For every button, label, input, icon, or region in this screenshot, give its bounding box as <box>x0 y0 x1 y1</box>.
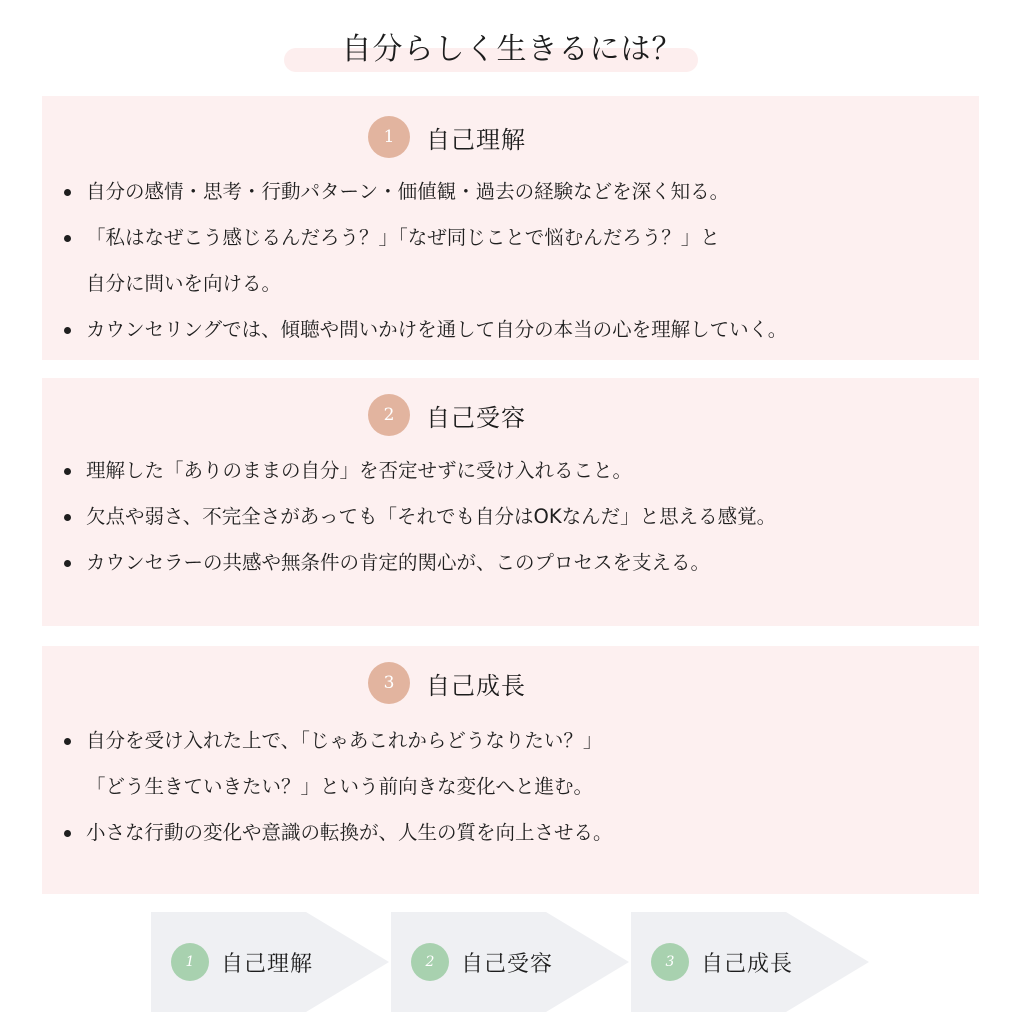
section-number-badge: 1 <box>368 116 410 158</box>
section-number-badge: 3 <box>368 662 410 704</box>
flow-step-arrow <box>631 912 871 1012</box>
flow-step-number: 1 <box>171 943 209 981</box>
section-header <box>42 662 979 704</box>
section-header <box>42 116 979 158</box>
section-heading: 自己受容 <box>426 404 526 432</box>
flow-step-label: 自己成長 <box>701 952 794 977</box>
list-item-text: 「私はなぜこう感じるんだろう？」「なぜ同じことで悩むんだろう？」と <box>86 226 720 249</box>
flow-step-number: 2 <box>411 943 449 981</box>
list-item-text: 欠点や弱さ、不完全さがあっても「それでも自分はOKなんだ」と思える感覚。 <box>86 505 777 528</box>
list-item-text-continued: 「どう生きていきたい？」という前向きな変化へと進む。 <box>86 775 594 798</box>
flow-step-number: 3 <box>651 943 689 981</box>
list-item-text: 小さな行動の変化や意識の転換が、人生の質を向上させる。 <box>86 821 613 844</box>
list-item-text: カウンセリングでは、傾聴や問いかけを通して自分の本当の心を理解していく。 <box>86 318 788 341</box>
section-self-acceptance <box>42 378 979 626</box>
bullet-list <box>64 169 787 353</box>
section-heading: 自己成長 <box>426 672 526 700</box>
list-item-text: 自分を受け入れた上で、「じゃあこれからどうなりたい？」 <box>86 729 603 752</box>
list-item <box>64 494 776 540</box>
list-item-text: カウンセラーの共感や無条件の肯定的関心が、このプロセスを支える。 <box>86 551 711 574</box>
list-item <box>64 448 776 494</box>
flow-step-label: 自己受容 <box>461 952 554 977</box>
section-self-understanding <box>42 96 979 360</box>
list-item-text-continued: 自分に問いを向ける。 <box>86 272 282 295</box>
bullet-list <box>64 718 613 856</box>
list-item-text: 自分の感情・思考・行動パターン・価値観・過去の経験などを深く知る。 <box>86 180 730 203</box>
list-item <box>64 540 776 586</box>
section-self-growth <box>42 646 979 894</box>
list-item <box>64 718 613 810</box>
section-heading: 自己理解 <box>426 126 526 154</box>
title-area <box>0 20 1024 80</box>
flow-step-arrow <box>391 912 631 1012</box>
list-item <box>64 169 787 215</box>
section-number-badge: 2 <box>368 394 410 436</box>
flow-step-label: 自己理解 <box>221 952 314 977</box>
bullet-list <box>64 448 776 586</box>
list-item <box>64 810 613 856</box>
list-item <box>64 307 787 353</box>
list-item-text: 理解した「ありのままの自分」を否定せずに受け入れること。 <box>86 459 633 482</box>
flow-step-arrow <box>151 912 391 1012</box>
process-flow <box>0 912 1024 1012</box>
section-header <box>42 394 979 436</box>
page-title: 自分らしく生きるには？ <box>341 32 683 67</box>
list-item <box>64 215 787 307</box>
